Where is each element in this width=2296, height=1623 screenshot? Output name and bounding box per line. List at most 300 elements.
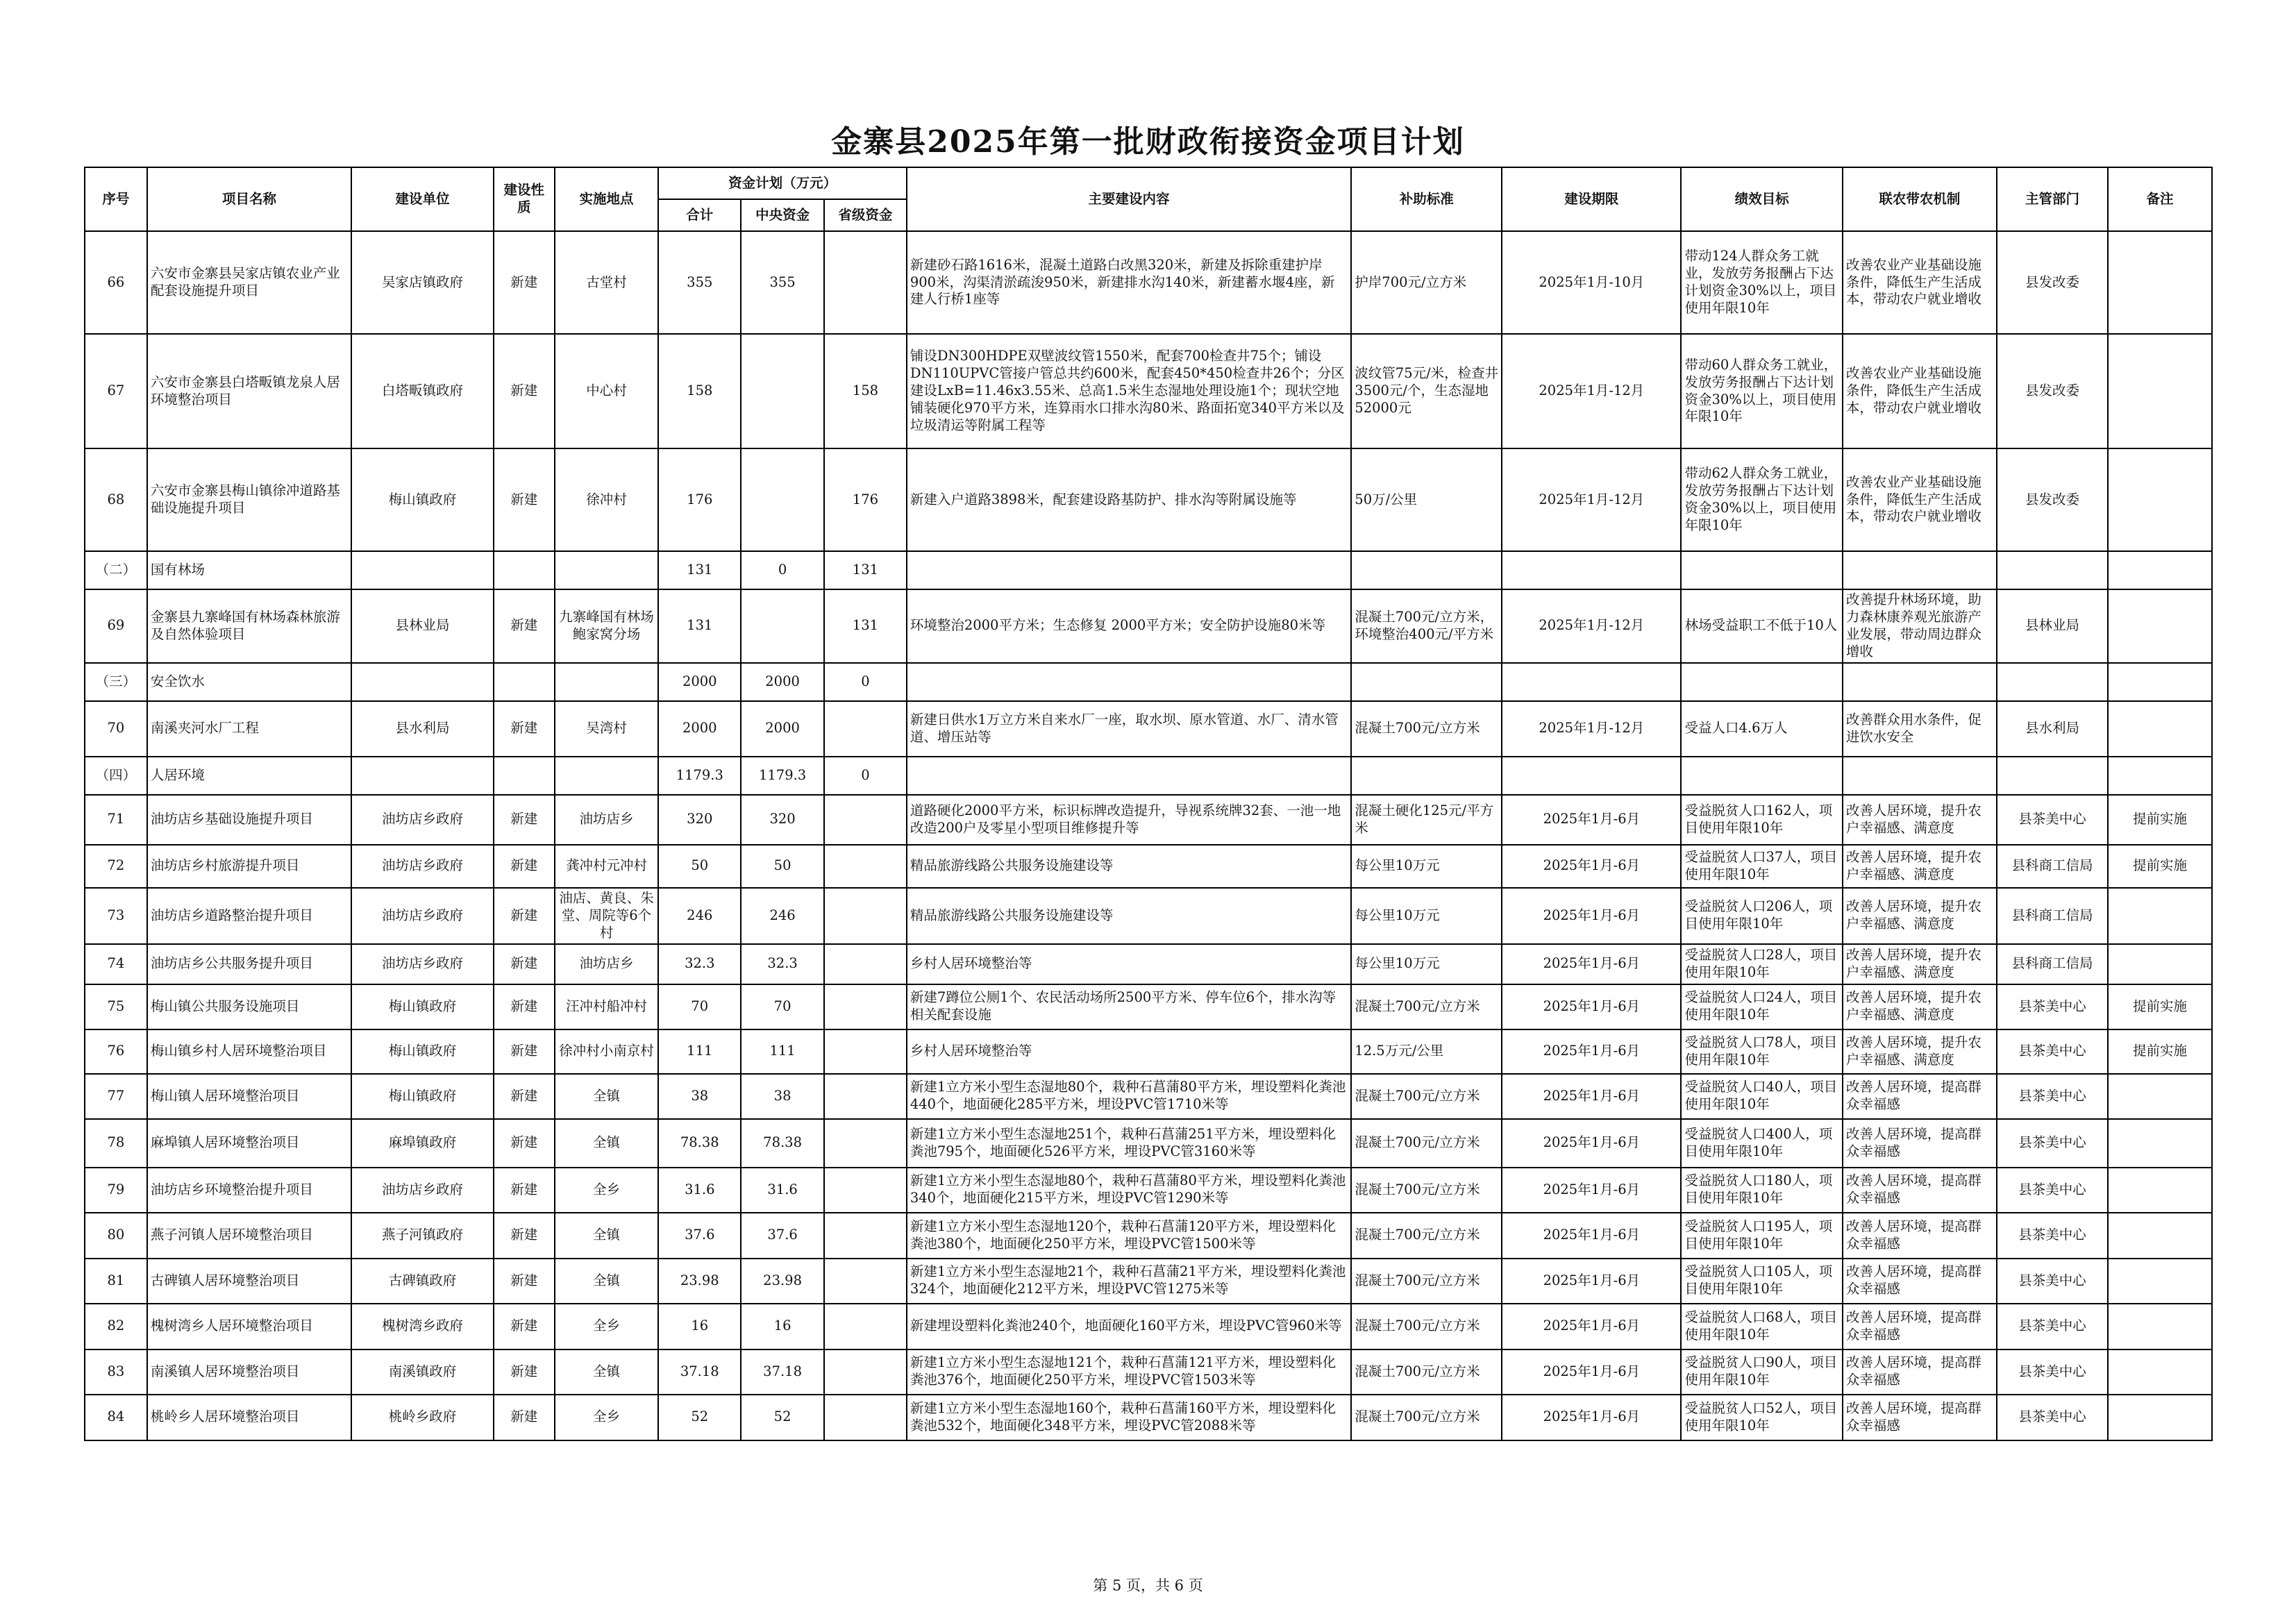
- cell-subsidy: 12.5万元/公里: [1351, 1029, 1502, 1074]
- cell-mechanism: 改善农业产业基础设施条件，降低生产生活成本，带动农户就业增收: [1843, 334, 1997, 448]
- header-nature: 建设性质: [494, 167, 555, 231]
- cell-goal: 受益脱贫人口24人，项目使用年限10年: [1681, 984, 1842, 1029]
- cell-provincial: [824, 984, 907, 1029]
- cell-period: 2025年1月-6月: [1502, 1074, 1681, 1119]
- cell-period: 2025年1月-6月: [1502, 888, 1681, 944]
- header-central: 中央资金: [741, 199, 824, 231]
- cell-content: 新建日供水1万立方米自来水厂一座，取水坝、原水管道、水厂、清水管道、增压站等: [907, 701, 1351, 757]
- table-body: [85, 231, 2212, 1440]
- cell-location: 油坊店乡: [555, 944, 659, 984]
- cell-provincial: [824, 795, 907, 845]
- cell-unit: 桃岭乡政府: [351, 1395, 494, 1440]
- cell-dept: 县茶美中心: [1997, 1074, 2108, 1119]
- cell-name: 梅山镇乡村人居环境整治项目: [147, 1029, 351, 1074]
- cell-provincial: [824, 1168, 907, 1213]
- cell-period: [1502, 551, 1681, 589]
- table-row: [85, 888, 2212, 944]
- cell-dept: 县茶美中心: [1997, 795, 2108, 845]
- table-row: [85, 984, 2212, 1029]
- cell-nature: 新建: [494, 231, 555, 334]
- cell-remark: [2108, 1074, 2212, 1119]
- cell-mechanism: 改善人居环境，提高群众幸福感: [1843, 1168, 1997, 1213]
- cell-unit: 油坊店乡政府: [351, 845, 494, 888]
- cell-remark: [2108, 701, 2212, 757]
- header-name: 项目名称: [147, 167, 351, 231]
- cell-content: 精品旅游线路公共服务设施建设等: [907, 845, 1351, 888]
- cell-goal: 受益脱贫人口28人，项目使用年限10年: [1681, 944, 1842, 984]
- cell-location: 全乡: [555, 1168, 659, 1213]
- cell-period: [1502, 757, 1681, 795]
- cell-dept: 县茶美中心: [1997, 1168, 2108, 1213]
- header-remark: 备注: [2108, 167, 2212, 231]
- cell-location: 全镇: [555, 1259, 659, 1304]
- cell-remark: 提前实施: [2108, 795, 2212, 845]
- cell-remark: [2108, 1349, 2212, 1395]
- cell-mechanism: 改善人居环境，提高群众幸福感: [1843, 1349, 1997, 1395]
- header-subsidy: 补助标准: [1351, 167, 1502, 231]
- cell-provincial: [824, 1029, 907, 1074]
- cell-provincial: [824, 701, 907, 757]
- cell-mechanism: 改善人居环境，提高群众幸福感: [1843, 1074, 1997, 1119]
- cell-mechanism: 改善提升林场环境，助力森林康养观光旅游产业发展，带动周边群众增收: [1843, 589, 1997, 663]
- cell-name: 六安市金寨县梅山镇徐冲道路基础设施提升项目: [147, 448, 351, 551]
- cell-name: 金寨县九寨峰国有林场森林旅游及自然体验项目: [147, 589, 351, 663]
- cell-location: [555, 551, 659, 589]
- cell-mechanism: 改善人居环境，提高群众幸福感: [1843, 1119, 1997, 1168]
- cell-central: 2000: [741, 701, 824, 757]
- cell-location: 全乡: [555, 1304, 659, 1349]
- cell-unit: 梅山镇政府: [351, 448, 494, 551]
- cell-total: 2000: [658, 663, 741, 701]
- cell-location: 汪冲村船冲村: [555, 984, 659, 1029]
- cell-total: 37.18: [658, 1349, 741, 1395]
- cell-mechanism: 改善群众用水条件，促进饮水安全: [1843, 701, 1997, 757]
- cell-location: 古堂村: [555, 231, 659, 334]
- cell-period: 2025年1月-12月: [1502, 701, 1681, 757]
- header-goal: 绩效目标: [1681, 167, 1842, 231]
- cell-provincial: [824, 231, 907, 334]
- cell-period: 2025年1月-6月: [1502, 795, 1681, 845]
- cell-goal: 林场受益职工不低于10人: [1681, 589, 1842, 663]
- cell-subsidy: 护岸700元/立方米: [1351, 231, 1502, 334]
- cell-mechanism: 改善农业产业基础设施条件，降低生产生活成本，带动农户就业增收: [1843, 231, 1997, 334]
- cell-remark: [2108, 944, 2212, 984]
- cell-location: 中心村: [555, 334, 659, 448]
- cell-unit: [351, 551, 494, 589]
- cell-subsidy: 混凝土700元/立方米: [1351, 1119, 1502, 1168]
- cell-content: 新建7蹲位公厕1个、农民活动场所2500平方米、停车位6个，排水沟等相关配套设施: [907, 984, 1351, 1029]
- cell-content: 新建1立方米小型生态湿地80个，栽种石菖蒲80平方米，埋设塑料化粪池440个，地面硬化285平方米，埋设PVC管1710米等: [907, 1074, 1351, 1119]
- cell-mechanism: [1843, 551, 1997, 589]
- header-location: 实施地点: [555, 167, 659, 231]
- cell-seq: 84: [85, 1395, 147, 1440]
- cell-content: 新建1立方米小型生态湿地21个，栽种石菖蒲21平方米，埋设塑料化粪池324个，地面硬化212平方米，埋设PVC管1275米等: [907, 1259, 1351, 1304]
- cell-mechanism: 改善人居环境，提高群众幸福感: [1843, 1304, 1997, 1349]
- cell-unit: 油坊店乡政府: [351, 795, 494, 845]
- cell-period: 2025年1月-12月: [1502, 334, 1681, 448]
- cell-central: 320: [741, 795, 824, 845]
- cell-total: 38: [658, 1074, 741, 1119]
- cell-period: 2025年1月-6月: [1502, 845, 1681, 888]
- cell-mechanism: 改善农业产业基础设施条件，降低生产生活成本，带动农户就业增收: [1843, 448, 1997, 551]
- cell-subsidy: 波纹管75元/米，检查井3500元/个，生态湿地52000元: [1351, 334, 1502, 448]
- cell-subsidy: 混凝土700元/立方米: [1351, 1074, 1502, 1119]
- cell-dept: 县科商工信局: [1997, 944, 2108, 984]
- cell-remark: [2108, 1168, 2212, 1213]
- table-row: [85, 1074, 2212, 1119]
- cell-central: 23.98: [741, 1259, 824, 1304]
- cell-remark: [2108, 663, 2212, 701]
- cell-central: 246: [741, 888, 824, 944]
- project-plan-table: [84, 167, 2213, 1441]
- cell-provincial: 131: [824, 551, 907, 589]
- cell-period: 2025年1月-6月: [1502, 1304, 1681, 1349]
- cell-mechanism: 改善人居环境，提升农户幸福感、满意度: [1843, 1029, 1997, 1074]
- cell-unit: 梅山镇政府: [351, 1074, 494, 1119]
- cell-unit: [351, 663, 494, 701]
- cell-location: 全镇: [555, 1213, 659, 1259]
- cell-seq: 82: [85, 1304, 147, 1349]
- cell-total: 52: [658, 1395, 741, 1440]
- table-row: [85, 1168, 2212, 1213]
- header-unit: 建设单位: [351, 167, 494, 231]
- cell-provincial: [824, 1349, 907, 1395]
- cell-nature: 新建: [494, 845, 555, 888]
- cell-provincial: [824, 888, 907, 944]
- cell-period: 2025年1月-12月: [1502, 448, 1681, 551]
- cell-central: 32.3: [741, 944, 824, 984]
- header-fund-plan: 资金计划（万元）: [658, 167, 906, 199]
- cell-total: 1179.3: [658, 757, 741, 795]
- cell-central: [741, 448, 824, 551]
- cell-content: [907, 757, 1351, 795]
- table-row: [85, 334, 2212, 448]
- cell-nature: 新建: [494, 1213, 555, 1259]
- cell-total: 176: [658, 448, 741, 551]
- cell-subsidy: 每公里10万元: [1351, 944, 1502, 984]
- cell-remark: [2108, 448, 2212, 551]
- cell-central: 111: [741, 1029, 824, 1074]
- cell-subsidy: [1351, 663, 1502, 701]
- cell-nature: 新建: [494, 1168, 555, 1213]
- cell-provincial: [824, 1259, 907, 1304]
- cell-name: 油坊店乡基础设施提升项目: [147, 795, 351, 845]
- page-title: 金寨县2025年第一批财政衔接资金项目计划: [831, 124, 1465, 160]
- cell-remark: 提前实施: [2108, 984, 2212, 1029]
- cell-period: 2025年1月-6月: [1502, 1259, 1681, 1304]
- cell-central: 0: [741, 551, 824, 589]
- cell-content: [907, 551, 1351, 589]
- cell-central: 37.6: [741, 1213, 824, 1259]
- cell-location: 油坊店乡: [555, 795, 659, 845]
- table-row: [85, 1259, 2212, 1304]
- cell-dept: 县科商工信局: [1997, 845, 2108, 888]
- cell-name: 桃岭乡人居环境整治项目: [147, 1395, 351, 1440]
- section-row: [85, 663, 2212, 701]
- cell-name: 人居环境: [147, 757, 351, 795]
- cell-dept: 县水利局: [1997, 701, 2108, 757]
- cell-remark: 提前实施: [2108, 845, 2212, 888]
- cell-central: 78.38: [741, 1119, 824, 1168]
- cell-period: 2025年1月-6月: [1502, 984, 1681, 1029]
- cell-seq: 76: [85, 1029, 147, 1074]
- cell-content: 新建入户道路3898米，配套建设路基防护、排水沟等附属设施等: [907, 448, 1351, 551]
- cell-goal: [1681, 757, 1842, 795]
- cell-goal: [1681, 551, 1842, 589]
- cell-goal: 受益脱贫人口180人，项目使用年限10年: [1681, 1168, 1842, 1213]
- cell-nature: 新建: [494, 701, 555, 757]
- cell-subsidy: 50万/公里: [1351, 448, 1502, 551]
- cell-subsidy: 混凝土硬化125元/平方米: [1351, 795, 1502, 845]
- cell-seq: 70: [85, 701, 147, 757]
- cell-seq: 72: [85, 845, 147, 888]
- cell-location: 全镇: [555, 1349, 659, 1395]
- cell-total: 50: [658, 845, 741, 888]
- cell-goal: 受益脱贫人口105人，项目使用年限10年: [1681, 1259, 1842, 1304]
- table-row: [85, 1349, 2212, 1395]
- cell-location: [555, 663, 659, 701]
- cell-dept: 县茶美中心: [1997, 984, 2108, 1029]
- cell-provincial: 0: [824, 663, 907, 701]
- cell-location: 九寨峰国有林场鲍家窝分场: [555, 589, 659, 663]
- cell-nature: 新建: [494, 1259, 555, 1304]
- cell-total: 111: [658, 1029, 741, 1074]
- cell-name: 南溪夹河水厂工程: [147, 701, 351, 757]
- cell-name: 梅山镇公共服务设施项目: [147, 984, 351, 1029]
- cell-name: 六安市金寨县吴家店镇农业产业配套设施提升项目: [147, 231, 351, 334]
- cell-dept: [1997, 551, 2108, 589]
- cell-period: [1502, 663, 1681, 701]
- table-row: [85, 589, 2212, 663]
- table-row: [85, 231, 2212, 334]
- cell-subsidy: 混凝土700元/立方米: [1351, 1213, 1502, 1259]
- cell-name: 六安市金寨县白塔畈镇龙泉人居环境整治项目: [147, 334, 351, 448]
- cell-goal: 受益脱贫人口162人，项目使用年限10年: [1681, 795, 1842, 845]
- table-row: [85, 448, 2212, 551]
- table-row: [85, 701, 2212, 757]
- cell-name: 槐树湾乡人居环境整治项目: [147, 1304, 351, 1349]
- table-row: [85, 944, 2212, 984]
- cell-total: 37.6: [658, 1213, 741, 1259]
- cell-central: 52: [741, 1395, 824, 1440]
- cell-goal: 受益脱贫人口37人，项目使用年限10年: [1681, 845, 1842, 888]
- cell-subsidy: 混凝土700元/立方米: [1351, 984, 1502, 1029]
- cell-central: 37.18: [741, 1349, 824, 1395]
- cell-central: 16: [741, 1304, 824, 1349]
- cell-nature: 新建: [494, 589, 555, 663]
- cell-seq: 74: [85, 944, 147, 984]
- cell-goal: 受益脱贫人口68人，项目使用年限10年: [1681, 1304, 1842, 1349]
- cell-nature: [494, 551, 555, 589]
- cell-provincial: [824, 845, 907, 888]
- header-total: 合计: [658, 199, 741, 231]
- cell-nature: 新建: [494, 334, 555, 448]
- cell-name: 油坊店乡公共服务提升项目: [147, 944, 351, 984]
- cell-subsidy: 混凝土700元/立方米: [1351, 1395, 1502, 1440]
- cell-dept: 县茶美中心: [1997, 1119, 2108, 1168]
- cell-total: 16: [658, 1304, 741, 1349]
- cell-location: 油店、黄良、朱堂、周院等6个村: [555, 888, 659, 944]
- cell-subsidy: 混凝土700元/立方米: [1351, 701, 1502, 757]
- cell-name: 南溪镇人居环境整治项目: [147, 1349, 351, 1395]
- cell-unit: 梅山镇政府: [351, 1029, 494, 1074]
- cell-dept: [1997, 757, 2108, 795]
- cell-nature: 新建: [494, 984, 555, 1029]
- cell-goal: 受益脱贫人口52人，项目使用年限10年: [1681, 1395, 1842, 1440]
- cell-seq: 75: [85, 984, 147, 1029]
- cell-total: 131: [658, 589, 741, 663]
- header-mechanism: 联农带农机制: [1843, 167, 1997, 231]
- cell-subsidy: 混凝土700元/立方米: [1351, 1304, 1502, 1349]
- cell-central: 31.6: [741, 1168, 824, 1213]
- cell-subsidy: 混凝土700元/立方米: [1351, 1349, 1502, 1395]
- cell-provincial: [824, 944, 907, 984]
- cell-goal: [1681, 663, 1842, 701]
- cell-subsidy: [1351, 551, 1502, 589]
- cell-provincial: 0: [824, 757, 907, 795]
- cell-total: 70: [658, 984, 741, 1029]
- cell-seq: 79: [85, 1168, 147, 1213]
- section-row: [85, 551, 2212, 589]
- cell-provincial: 158: [824, 334, 907, 448]
- cell-remark: [2108, 334, 2212, 448]
- cell-total: 23.98: [658, 1259, 741, 1304]
- cell-content: 道路硬化2000平方米，标识标牌改造提升，导视系统牌32套、一池一地改造200户及零星小型项目维修提升等: [907, 795, 1351, 845]
- cell-dept: 县科商工信局: [1997, 888, 2108, 944]
- cell-location: 徐冲村小南京村: [555, 1029, 659, 1074]
- cell-goal: 受益人口4.6万人: [1681, 701, 1842, 757]
- cell-total: 31.6: [658, 1168, 741, 1213]
- cell-name: 古碑镇人居环境整治项目: [147, 1259, 351, 1304]
- cell-content: 新建埋设塑料化粪池240个，地面硬化160平方米，埋设PVC管960米等: [907, 1304, 1351, 1349]
- cell-nature: 新建: [494, 448, 555, 551]
- cell-content: 乡村人居环境整治等: [907, 1029, 1351, 1074]
- cell-location: 全镇: [555, 1074, 659, 1119]
- cell-central: 70: [741, 984, 824, 1029]
- cell-seq: （四）: [85, 757, 147, 795]
- cell-central: 2000: [741, 663, 824, 701]
- cell-unit: 槐树湾乡政府: [351, 1304, 494, 1349]
- cell-total: 131: [658, 551, 741, 589]
- cell-unit: 燕子河镇政府: [351, 1213, 494, 1259]
- table-header: [85, 167, 2212, 231]
- cell-total: 78.38: [658, 1119, 741, 1168]
- cell-unit: 县水利局: [351, 701, 494, 757]
- cell-dept: 县茶美中心: [1997, 1349, 2108, 1395]
- cell-seq: 68: [85, 448, 147, 551]
- cell-nature: 新建: [494, 888, 555, 944]
- cell-goal: 带动124人群众务工就业，发放劳务报酬占下达计划资金30%以上，项目使用年限10年: [1681, 231, 1842, 334]
- cell-period: 2025年1月-6月: [1502, 1029, 1681, 1074]
- cell-content: 环境整治2000平方米；生态修复 2000平方米；安全防护设施80米等: [907, 589, 1351, 663]
- cell-seq: （二）: [85, 551, 147, 589]
- cell-unit: [351, 757, 494, 795]
- cell-dept: 县茶美中心: [1997, 1259, 2108, 1304]
- cell-mechanism: 改善人居环境，提高群众幸福感: [1843, 1213, 1997, 1259]
- cell-mechanism: 改善人居环境，提高群众幸福感: [1843, 1259, 1997, 1304]
- cell-remark: [2108, 757, 2212, 795]
- cell-remark: [2108, 1259, 2212, 1304]
- cell-unit: 油坊店乡政府: [351, 888, 494, 944]
- cell-nature: 新建: [494, 1304, 555, 1349]
- cell-period: 2025年1月-6月: [1502, 1119, 1681, 1168]
- cell-remark: 提前实施: [2108, 1029, 2212, 1074]
- cell-seq: 69: [85, 589, 147, 663]
- cell-goal: 受益脱贫人口400人，项目使用年限10年: [1681, 1119, 1842, 1168]
- cell-provincial: [824, 1119, 907, 1168]
- cell-remark: [2108, 1213, 2212, 1259]
- cell-seq: 78: [85, 1119, 147, 1168]
- cell-total: 355: [658, 231, 741, 334]
- cell-central: 355: [741, 231, 824, 334]
- cell-seq: 73: [85, 888, 147, 944]
- cell-total: 32.3: [658, 944, 741, 984]
- cell-seq: （三）: [85, 663, 147, 701]
- cell-content: 新建1立方米小型生态湿地120个，栽种石菖蒲120平方米，埋设塑料化粪池380个，地面硬化250平方米，埋设PVC管1500米等: [907, 1213, 1351, 1259]
- cell-remark: [2108, 1304, 2212, 1349]
- cell-dept: 县发改委: [1997, 334, 2108, 448]
- cell-name: 安全饮水: [147, 663, 351, 701]
- cell-total: 2000: [658, 701, 741, 757]
- cell-remark: [2108, 551, 2212, 589]
- cell-dept: [1997, 663, 2108, 701]
- cell-content: 新建1立方米小型生态湿地251个，栽种石菖蒲251平方米，埋设塑料化粪池795个，地面硬化526平方米，埋设PVC管3160米等: [907, 1119, 1351, 1168]
- page-footer: 第 5 页，共 6 页: [1093, 1577, 1203, 1594]
- cell-name: 国有林场: [147, 551, 351, 589]
- cell-nature: 新建: [494, 1074, 555, 1119]
- cell-location: 全镇: [555, 1119, 659, 1168]
- cell-dept: 县茶美中心: [1997, 1395, 2108, 1440]
- section-row: [85, 757, 2212, 795]
- cell-dept: 县茶美中心: [1997, 1029, 2108, 1074]
- cell-goal: 受益脱贫人口195人，项目使用年限10年: [1681, 1213, 1842, 1259]
- cell-nature: [494, 663, 555, 701]
- cell-content: [907, 663, 1351, 701]
- cell-period: 2025年1月-6月: [1502, 1213, 1681, 1259]
- cell-period: 2025年1月-6月: [1502, 1349, 1681, 1395]
- cell-unit: 县林业局: [351, 589, 494, 663]
- cell-unit: 吴家店镇政府: [351, 231, 494, 334]
- cell-subsidy: 每公里10万元: [1351, 888, 1502, 944]
- cell-provincial: [824, 1304, 907, 1349]
- table-row: [85, 1395, 2212, 1440]
- cell-provincial: [824, 1213, 907, 1259]
- table-row: [85, 795, 2212, 845]
- cell-provincial: [824, 1074, 907, 1119]
- cell-period: 2025年1月-12月: [1502, 589, 1681, 663]
- cell-mechanism: 改善人居环境，提升农户幸福感、满意度: [1843, 795, 1997, 845]
- cell-name: 油坊店乡道路整治提升项目: [147, 888, 351, 944]
- cell-location: 徐冲村: [555, 448, 659, 551]
- cell-nature: 新建: [494, 1395, 555, 1440]
- cell-seq: 81: [85, 1259, 147, 1304]
- cell-central: [741, 589, 824, 663]
- cell-subsidy: [1351, 757, 1502, 795]
- cell-location: [555, 757, 659, 795]
- cell-remark: [2108, 1395, 2212, 1440]
- cell-goal: 带动62人群众务工就业，发放劳务报酬占下达计划资金30%以上，项目使用年限10年: [1681, 448, 1842, 551]
- cell-unit: 古碑镇政府: [351, 1259, 494, 1304]
- cell-unit: 麻埠镇政府: [351, 1119, 494, 1168]
- cell-seq: 66: [85, 231, 147, 334]
- cell-period: 2025年1月-10月: [1502, 231, 1681, 334]
- cell-nature: 新建: [494, 1349, 555, 1395]
- cell-content: 精品旅游线路公共服务设施建设等: [907, 888, 1351, 944]
- cell-seq: 71: [85, 795, 147, 845]
- cell-unit: 油坊店乡政府: [351, 944, 494, 984]
- cell-nature: 新建: [494, 1029, 555, 1074]
- table-row: [85, 1304, 2212, 1349]
